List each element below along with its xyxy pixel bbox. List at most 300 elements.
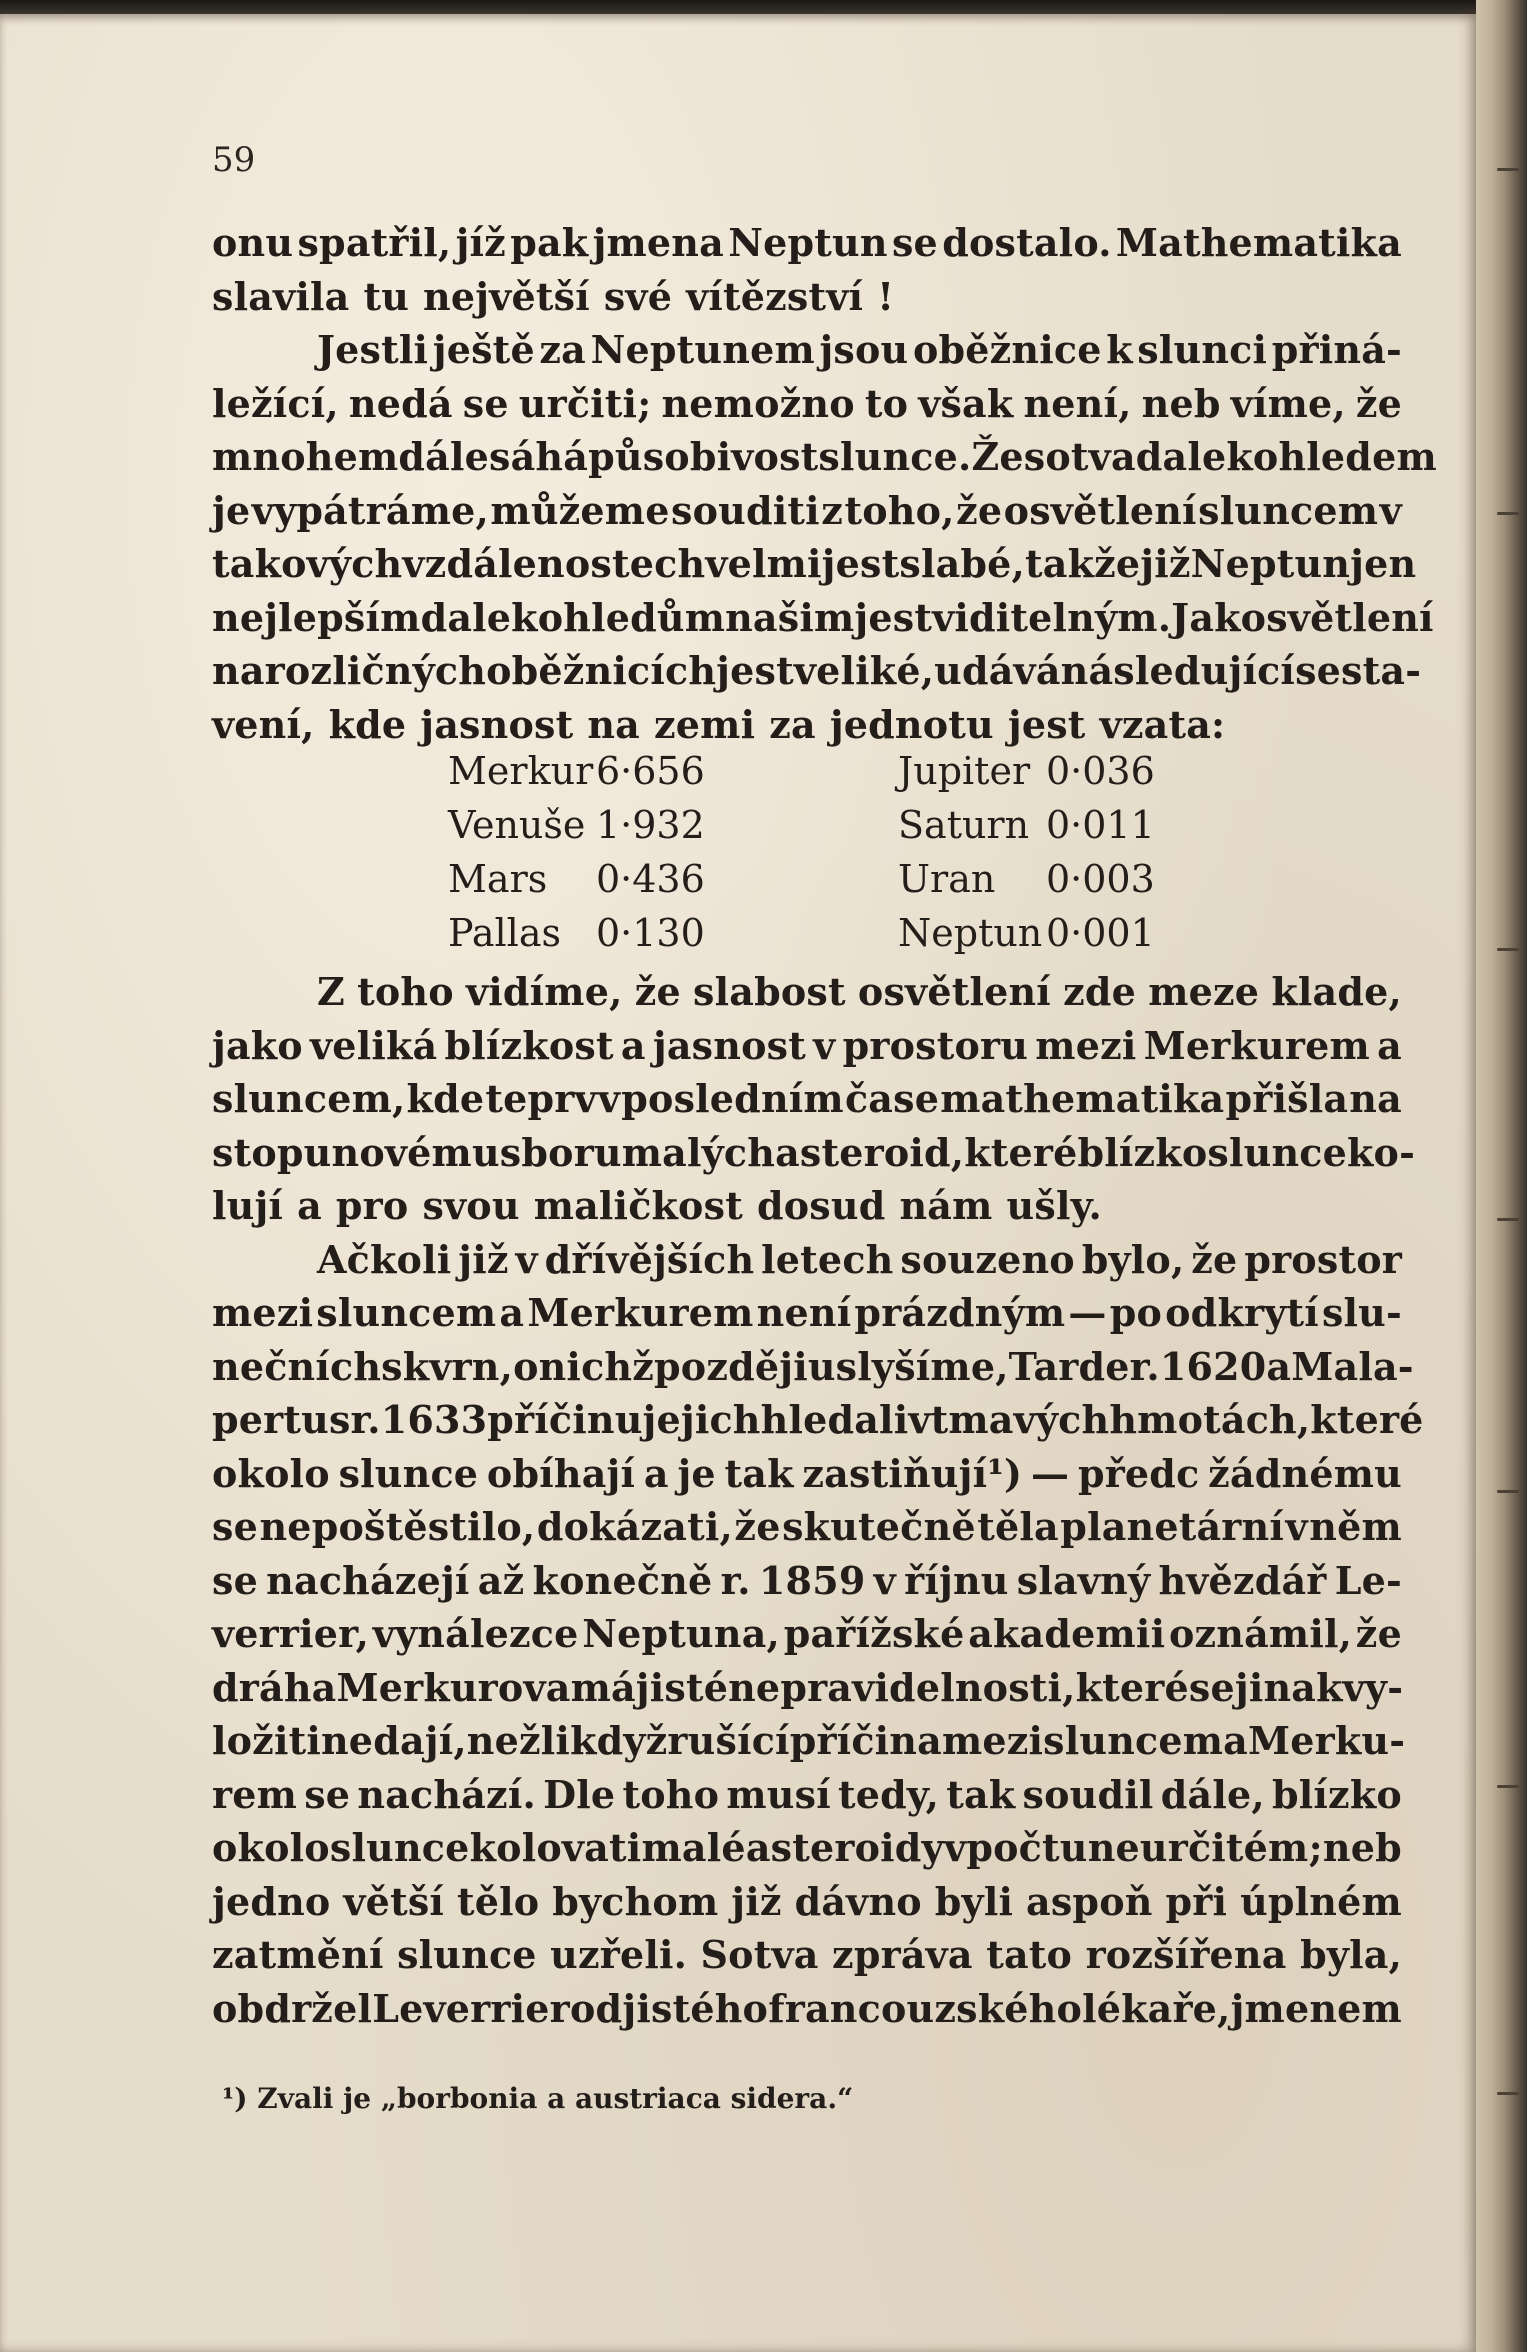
word: letech bbox=[761, 1236, 894, 1282]
word: hvězdář bbox=[1158, 1557, 1327, 1603]
word: jejich bbox=[642, 1397, 761, 1442]
word: jmenem bbox=[1230, 1985, 1402, 2031]
planet-name: Mars bbox=[448, 857, 548, 901]
word: skutečně bbox=[782, 1504, 976, 1549]
word: sotva bbox=[1023, 434, 1136, 479]
edge-tab-mark bbox=[1497, 948, 1519, 951]
word: žádnému bbox=[1208, 1450, 1402, 1496]
word: sluncem, bbox=[212, 1076, 406, 1121]
word: dalekohledem bbox=[1135, 434, 1437, 479]
word: slavila bbox=[212, 273, 350, 319]
word: slunci bbox=[1137, 327, 1268, 372]
word: rozšířena bbox=[1085, 1932, 1287, 1977]
word: r. bbox=[1129, 1343, 1160, 1389]
text-line bbox=[212, 1982, 1402, 2036]
word: je bbox=[212, 487, 251, 533]
word: až bbox=[477, 1557, 525, 1603]
word: přišla bbox=[1225, 1076, 1349, 1121]
word: sboru bbox=[499, 1129, 622, 1175]
word: říjnu bbox=[904, 1557, 1009, 1603]
word: byli bbox=[934, 1878, 1014, 1924]
word: dále, bbox=[1160, 1771, 1265, 1817]
word: ko- bbox=[1347, 1129, 1416, 1175]
word: zemi bbox=[654, 701, 756, 747]
word: klade, bbox=[1271, 969, 1402, 1014]
word: v bbox=[943, 1825, 967, 1870]
text-line bbox=[212, 1286, 1402, 1340]
word: ještě bbox=[432, 327, 535, 372]
text-line bbox=[212, 1554, 1402, 1608]
word: sáhá bbox=[489, 434, 589, 479]
word: r. bbox=[350, 1397, 381, 1442]
word: toho bbox=[622, 1771, 720, 1817]
word: blízko bbox=[1272, 1771, 1402, 1817]
word: v bbox=[908, 1397, 931, 1442]
word: meze bbox=[1148, 969, 1260, 1014]
illumination-table bbox=[448, 744, 1166, 960]
text-line bbox=[212, 1821, 1402, 1875]
word: na bbox=[212, 648, 265, 693]
word: Sotva bbox=[700, 1932, 819, 1977]
footnote bbox=[222, 2082, 853, 2115]
word: zastiňují¹) bbox=[802, 1450, 1023, 1496]
planet-name: Uran bbox=[898, 857, 996, 901]
word: své bbox=[603, 273, 673, 319]
body-text bbox=[212, 216, 1437, 2035]
word: dalekohledům bbox=[420, 594, 726, 640]
word: pro bbox=[335, 1183, 409, 1228]
word: 1859 bbox=[758, 1557, 866, 1603]
word: k bbox=[1106, 327, 1133, 372]
word: dostalo. bbox=[942, 220, 1112, 265]
footnote-text: Zvali je „borbonia a austriaca sidera.“ bbox=[257, 2082, 854, 2115]
word: Merkurem bbox=[1143, 1022, 1370, 1068]
word: verrier, bbox=[212, 1611, 369, 1656]
word: našim bbox=[725, 594, 855, 640]
word: jest bbox=[821, 541, 900, 586]
word: oběžnice bbox=[912, 327, 1102, 372]
text-line bbox=[212, 323, 1402, 377]
word: toho bbox=[357, 969, 454, 1014]
word: nežli bbox=[466, 1718, 571, 1763]
word: to bbox=[864, 380, 909, 426]
word: r. bbox=[720, 1557, 751, 1603]
word: vzata: bbox=[1099, 701, 1226, 747]
word: jinak bbox=[1234, 1664, 1343, 1710]
word: jest bbox=[716, 648, 794, 693]
illumination-value: 0·001 bbox=[1046, 911, 1155, 955]
text-line bbox=[212, 1447, 1402, 1501]
word: francouzského bbox=[768, 1985, 1082, 2031]
word: Mala- bbox=[1291, 1343, 1414, 1389]
illumination-value: 0·011 bbox=[1046, 803, 1155, 847]
word: osvětlení bbox=[1240, 594, 1434, 640]
word: víme, bbox=[1230, 380, 1346, 426]
word: Ačkoli bbox=[317, 1236, 452, 1282]
word: dokázati, bbox=[536, 1504, 733, 1549]
word: osvětlení bbox=[857, 969, 1051, 1014]
word: největší bbox=[423, 273, 590, 319]
illumination-value: 0·130 bbox=[596, 911, 705, 955]
word: vítězství bbox=[686, 273, 864, 319]
word: jasnost bbox=[652, 1022, 806, 1068]
word: spatřil, bbox=[297, 220, 452, 265]
illumination-value: 1·932 bbox=[596, 803, 705, 847]
word: asteroidy bbox=[745, 1825, 944, 1870]
text-line bbox=[212, 1500, 1402, 1554]
word: jen bbox=[1350, 541, 1417, 586]
word: nejlepším bbox=[212, 594, 421, 640]
word: posledním bbox=[621, 1076, 844, 1121]
word: se bbox=[304, 1771, 351, 1817]
word: že bbox=[634, 969, 681, 1014]
text-line bbox=[212, 216, 1402, 270]
text-line bbox=[212, 1072, 1402, 1126]
word: a bbox=[297, 1183, 322, 1228]
word: slunce bbox=[397, 1932, 537, 1977]
word: veliké, bbox=[793, 648, 935, 693]
text-line bbox=[212, 430, 1437, 484]
word: něm bbox=[1309, 1504, 1402, 1549]
word: teprv bbox=[485, 1076, 597, 1121]
word: v bbox=[873, 1557, 896, 1603]
planet-name: Saturn bbox=[898, 803, 1030, 847]
word: když bbox=[570, 1718, 668, 1763]
word: rušící bbox=[667, 1718, 790, 1763]
text-line bbox=[212, 484, 1402, 538]
word: sluncem bbox=[1198, 487, 1379, 533]
word: počtu bbox=[966, 1825, 1088, 1870]
word: se bbox=[1188, 1664, 1235, 1710]
word: není bbox=[756, 1290, 852, 1335]
word: planetární bbox=[1060, 1504, 1284, 1549]
word: Merku- bbox=[1247, 1718, 1406, 1763]
word: které bbox=[1075, 1664, 1189, 1710]
word: v bbox=[597, 1076, 621, 1121]
word: neurčitém bbox=[1087, 1825, 1309, 1870]
word: ležící, bbox=[212, 380, 339, 426]
word: novému bbox=[331, 1129, 500, 1175]
word: blízko bbox=[1077, 1129, 1208, 1175]
word: Dle bbox=[543, 1771, 616, 1817]
word: skvrn, bbox=[381, 1343, 514, 1389]
word: kde bbox=[406, 1076, 485, 1121]
word: se bbox=[212, 1557, 258, 1603]
word: mezi bbox=[941, 1718, 1044, 1763]
word: a bbox=[1377, 1022, 1402, 1068]
word: slabé, bbox=[899, 541, 1025, 586]
word: následující bbox=[1060, 648, 1296, 693]
word: neb bbox=[1141, 380, 1221, 426]
word: jisté bbox=[635, 1664, 729, 1710]
word: souditi bbox=[671, 487, 820, 533]
word: slabost bbox=[693, 969, 846, 1014]
illumination-value: 0·436 bbox=[596, 857, 705, 901]
word: vynálezce bbox=[372, 1611, 579, 1656]
word: mathematika bbox=[940, 1076, 1225, 1121]
word: a bbox=[1266, 1343, 1292, 1389]
word: při bbox=[1165, 1878, 1228, 1924]
word: mnohem bbox=[212, 434, 399, 479]
edge-tab-mark bbox=[1497, 1490, 1519, 1493]
word: jistého bbox=[622, 1985, 769, 2031]
word: viditelným. bbox=[932, 594, 1172, 640]
planet-name: Neptun bbox=[898, 911, 1043, 955]
word: odkrytí bbox=[1165, 1290, 1319, 1335]
table-row bbox=[448, 744, 1166, 798]
illumination-value: 6·656 bbox=[596, 749, 705, 793]
word: za bbox=[769, 701, 816, 747]
word: rem bbox=[212, 1771, 298, 1817]
edge-tab-mark bbox=[1497, 512, 1519, 515]
word: tmavých bbox=[930, 1397, 1110, 1442]
word: Leverrier bbox=[372, 1985, 570, 2031]
word: však bbox=[918, 380, 1014, 426]
word: je bbox=[677, 1450, 716, 1496]
word: konečně bbox=[532, 1557, 713, 1603]
word: později bbox=[654, 1343, 808, 1389]
word: nečních bbox=[212, 1343, 382, 1389]
word: akademii bbox=[968, 1611, 1166, 1656]
word: prostor bbox=[1244, 1236, 1402, 1282]
scan-top-strip bbox=[0, 0, 1527, 14]
word: nichž bbox=[538, 1343, 655, 1389]
word: čase bbox=[844, 1076, 940, 1121]
word: blízkost bbox=[444, 1022, 614, 1068]
word: vzdálenostech bbox=[402, 541, 706, 586]
word: oběžnicích bbox=[486, 648, 717, 693]
edge-tab-mark bbox=[1497, 168, 1519, 171]
word: těla bbox=[977, 1504, 1059, 1549]
planet-name: Venuše bbox=[448, 803, 586, 847]
word: že bbox=[956, 487, 1003, 533]
word: ušly. bbox=[1006, 1183, 1102, 1228]
text-line bbox=[212, 1875, 1402, 1929]
word: slunce bbox=[1207, 1129, 1347, 1175]
word: oznámil, bbox=[1168, 1611, 1353, 1656]
text-line bbox=[212, 377, 1402, 431]
word: velmi bbox=[705, 541, 822, 586]
word: které bbox=[1310, 1397, 1424, 1442]
word: kde bbox=[328, 701, 407, 747]
word: dřívějších bbox=[544, 1236, 755, 1282]
page-number: 59 bbox=[212, 140, 256, 180]
word: obíhají bbox=[486, 1450, 636, 1496]
word: jako bbox=[212, 1022, 303, 1068]
word: jíž bbox=[455, 220, 506, 265]
word: a bbox=[1223, 1718, 1248, 1763]
word: udává bbox=[934, 648, 1061, 693]
word: Jak bbox=[1171, 594, 1241, 640]
planet-name: Pallas bbox=[448, 911, 561, 955]
word: toho, bbox=[844, 487, 955, 533]
word: ! bbox=[877, 273, 895, 319]
word: za bbox=[539, 327, 587, 372]
word: na bbox=[587, 701, 640, 747]
word: prázdným bbox=[854, 1290, 1066, 1335]
word: Neptun bbox=[728, 220, 888, 265]
word: vypátráme, bbox=[251, 487, 489, 533]
word: hledali bbox=[760, 1397, 909, 1442]
word: a bbox=[499, 1290, 525, 1335]
edge-tab-mark bbox=[1497, 2092, 1519, 2095]
word: že bbox=[734, 1504, 781, 1549]
word: prostoru bbox=[842, 1022, 1029, 1068]
word: nepoštěstilo, bbox=[259, 1504, 536, 1549]
word: že bbox=[1355, 1611, 1402, 1656]
word: větší bbox=[343, 1878, 445, 1924]
word: se bbox=[891, 220, 938, 265]
word: osvětlení bbox=[1003, 487, 1197, 533]
word: nedá bbox=[348, 380, 453, 426]
word: sesta- bbox=[1295, 648, 1422, 693]
word: zde bbox=[1063, 969, 1137, 1014]
text-line bbox=[212, 537, 1417, 591]
word: Neptun bbox=[1190, 541, 1351, 586]
text-line bbox=[212, 1661, 1402, 1715]
word: má bbox=[570, 1664, 636, 1710]
word: onu bbox=[212, 220, 294, 265]
word: jmena bbox=[592, 220, 724, 265]
word: není, bbox=[1023, 380, 1132, 426]
word: nepravidelnosti, bbox=[728, 1664, 1076, 1710]
word: Tarde bbox=[1008, 1343, 1130, 1389]
word: uslyšíme, bbox=[807, 1343, 1009, 1389]
table-row bbox=[448, 798, 1166, 852]
word: malých bbox=[621, 1129, 776, 1175]
word: již bbox=[458, 1236, 509, 1282]
word: již bbox=[1140, 541, 1191, 586]
word: okolo bbox=[212, 1825, 330, 1870]
text-line bbox=[212, 1233, 1402, 1287]
word: určiti; bbox=[518, 380, 652, 426]
text-line bbox=[212, 1714, 1406, 1768]
word: tu bbox=[363, 273, 410, 319]
word: jsou bbox=[819, 327, 909, 372]
text-line bbox=[212, 1768, 1402, 1822]
word: nám bbox=[899, 1183, 993, 1228]
word: byla, bbox=[1300, 1932, 1402, 1977]
word: takže bbox=[1025, 541, 1141, 586]
word: nacházejí bbox=[266, 1557, 470, 1603]
text-line bbox=[212, 1179, 1402, 1233]
word: souzeno bbox=[900, 1236, 1075, 1282]
word: již bbox=[731, 1878, 782, 1924]
word: soudil bbox=[1022, 1771, 1154, 1817]
word: vy- bbox=[1342, 1664, 1404, 1710]
word: a bbox=[643, 1450, 669, 1496]
word: tak bbox=[946, 1771, 1016, 1817]
word: 1633 bbox=[380, 1397, 488, 1442]
word: nachází. bbox=[357, 1771, 536, 1817]
word: maličkost bbox=[533, 1183, 743, 1228]
word: na bbox=[1349, 1076, 1402, 1121]
word: slunce. bbox=[818, 434, 972, 479]
word: v bbox=[1285, 1504, 1308, 1549]
word: lékaře, bbox=[1082, 1985, 1231, 2031]
word: pak bbox=[510, 220, 589, 265]
word: předc bbox=[1077, 1450, 1200, 1496]
word: svou bbox=[422, 1183, 520, 1228]
word: dráha bbox=[212, 1664, 337, 1710]
illumination-value: 0·003 bbox=[1046, 857, 1155, 901]
text-line bbox=[212, 1393, 1424, 1447]
text-line bbox=[212, 965, 1402, 1019]
word: bylo, bbox=[1081, 1236, 1185, 1282]
word: příčina bbox=[789, 1718, 942, 1763]
planet-name: Merkur bbox=[448, 749, 594, 793]
word: musí bbox=[726, 1771, 831, 1817]
text-line bbox=[212, 591, 1434, 645]
word: Že bbox=[971, 434, 1024, 479]
word: Merkurova bbox=[336, 1664, 571, 1710]
word: dávno bbox=[794, 1878, 922, 1924]
footnote-marker: ¹) bbox=[222, 2082, 248, 2115]
word: tak bbox=[724, 1450, 794, 1496]
word: uzřeli. bbox=[550, 1932, 688, 1977]
word: neb bbox=[1322, 1825, 1402, 1870]
word: jednotu bbox=[829, 701, 994, 747]
word: asteroid, bbox=[775, 1129, 965, 1175]
word: zatmění bbox=[212, 1932, 384, 1977]
word: nemožno bbox=[661, 380, 855, 426]
word: mezi bbox=[212, 1290, 314, 1335]
word: o bbox=[513, 1343, 539, 1389]
word: malé bbox=[641, 1825, 746, 1870]
word: jest bbox=[1007, 701, 1086, 747]
word: od bbox=[569, 1985, 623, 2031]
text-line bbox=[212, 644, 1422, 698]
word: nedají, bbox=[320, 1718, 467, 1763]
word: Jestli bbox=[317, 327, 429, 372]
word: které bbox=[964, 1129, 1078, 1175]
word: tato bbox=[986, 1932, 1073, 1977]
text-line bbox=[212, 270, 1402, 324]
word: se bbox=[212, 1504, 258, 1549]
word: Le- bbox=[1334, 1557, 1402, 1603]
word: slavný bbox=[1016, 1557, 1151, 1603]
text-line bbox=[212, 1019, 1402, 1073]
word: úplném bbox=[1240, 1878, 1402, 1924]
word: jedno bbox=[212, 1878, 331, 1924]
word: zpráva bbox=[832, 1932, 973, 1977]
word: bychom bbox=[552, 1878, 719, 1924]
word: v bbox=[813, 1022, 836, 1068]
table-row bbox=[448, 906, 1166, 960]
word: aspoň bbox=[1026, 1878, 1153, 1924]
word: — bbox=[1068, 1290, 1107, 1335]
word: Neptuna, bbox=[582, 1611, 780, 1656]
text-line bbox=[212, 1928, 1402, 1982]
word: ; bbox=[1308, 1825, 1323, 1870]
word: okolo bbox=[212, 1450, 330, 1496]
word: sluncem bbox=[1043, 1718, 1224, 1763]
word: kolovati bbox=[469, 1825, 642, 1870]
word: veliká bbox=[310, 1022, 438, 1068]
word: přiná- bbox=[1271, 327, 1402, 372]
word: jasnost bbox=[420, 701, 574, 747]
word: v bbox=[1379, 487, 1402, 533]
edge-tab-mark bbox=[1497, 1218, 1519, 1221]
word: pařížské bbox=[783, 1611, 965, 1656]
word: dále bbox=[398, 434, 490, 479]
text-line bbox=[212, 698, 1402, 752]
word: příčinu bbox=[487, 1397, 643, 1442]
edge-tab-mark bbox=[1497, 1785, 1519, 1788]
word: můžeme bbox=[490, 487, 670, 533]
text-line bbox=[212, 1607, 1402, 1661]
word: tělo bbox=[456, 1878, 540, 1924]
